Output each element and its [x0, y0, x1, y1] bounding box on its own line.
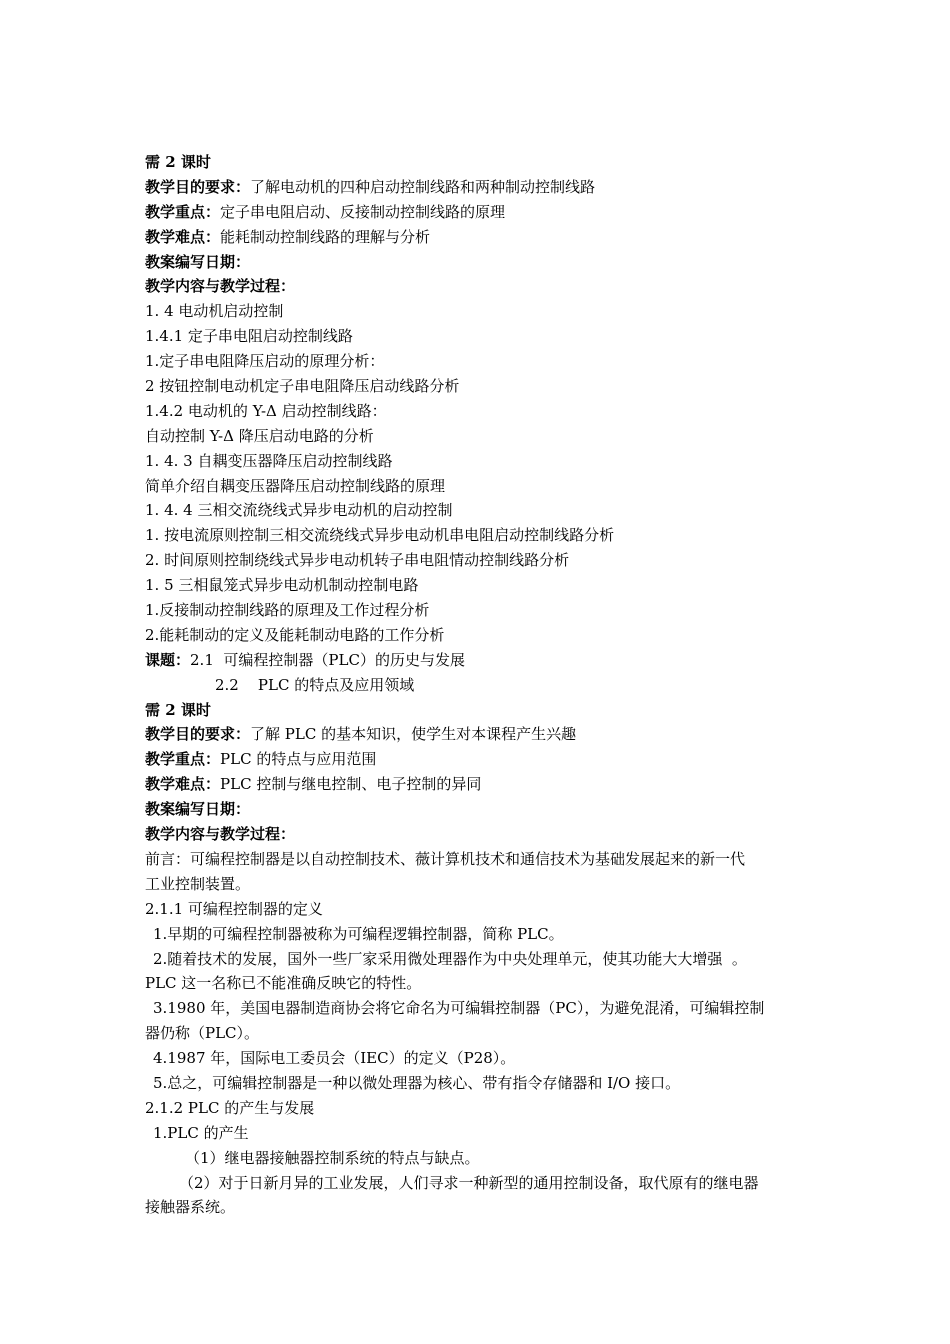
teaching-objective-text: 了解 PLC 的基本知识，使学生对本课程产生兴趣 [250, 725, 577, 744]
body-line: 4.1987 年，国际电工委员会（IEC）的定义（P28）。 [153, 1049, 516, 1068]
body-line: 器仍称（PLC）。 [145, 1024, 260, 1043]
body-line: 1. 按电流原则控制三相交流绕线式异步电动机串电阻启动控制线路分析 [145, 526, 615, 545]
topic-line [145, 648, 825, 673]
content-process-heading: 教学内容与教学过程： [145, 825, 296, 844]
key-points-text: PLC 的特点与应用范围 [220, 750, 377, 769]
body-line: 2.能耗制动的定义及能耗制动电路的工作分析 [145, 625, 445, 644]
preface-line: 前言：可编程控制器是以自动控制技术、薇计算机技术和通信技术为基础发展起来的新一代 [145, 849, 746, 868]
difficult-points-text: PLC 控制与继电控制、电子控制的异同 [220, 775, 482, 794]
difficult-points-label: 教学难点： [145, 775, 221, 794]
body-line: 2 按钮控制电动机定子串电阻降压启动线路分析 [145, 377, 460, 396]
preface-line: 工业控制装置。 [145, 874, 251, 893]
topic-label: 课题： [145, 650, 191, 669]
teaching-objective-text: 了解电动机的四种启动控制线路和两种制动控制线路 [250, 177, 596, 196]
body-line: 1.反接制动控制线路的原理及工作过程分析 [145, 601, 430, 620]
body-line: 3.1980 年，美国电器制造商协会将它命名为可编辑控制器（PC），为避免混淆，可编辑控制 [153, 999, 765, 1018]
document-body [145, 150, 825, 1220]
class-hours-line: 需 2 课时 [145, 700, 211, 719]
body-line: 1.PLC 的产生 [153, 1123, 249, 1142]
subsection-heading: 1. 4. 3 自耦变压器降压启动控制线路 [145, 451, 393, 470]
subsection-heading: 2.1.2 PLC 的产生与发展 [145, 1098, 315, 1117]
teaching-objective-label: 教学目的要求： [145, 177, 251, 196]
difficult-points-line [145, 225, 825, 250]
class-hours-line: 需 2 课时 [145, 153, 211, 171]
topic-line-2: 2.2 PLC 的特点及应用领域 [215, 675, 415, 694]
topic-text: 2.1 可编程控制器（PLC）的历史与发展 [190, 650, 465, 669]
body-line: 简单介绍自耦变压器降压启动控制线路的原理 [145, 476, 446, 495]
body-line: （1）继电器接触器控制系统的特点与缺点。 [185, 1148, 480, 1167]
key-points-text: 定子串电阻启动、反接制动控制线路的原理 [220, 202, 506, 221]
body-line: 接触器系统。 [145, 1198, 236, 1217]
section-heading: 1. 4 电动机启动控制 [145, 302, 284, 321]
section-heading: 1. 5 三相鼠笼式异步电动机制动控制电路 [145, 576, 419, 595]
body-line: 自动控制 Y-Δ 降压启动电路的分析 [145, 426, 374, 445]
key-points-label: 教学重点： [145, 202, 221, 221]
lesson-date-line: 教案编写日期： [145, 252, 251, 271]
body-line: （2）对于日新月异的工业发展，人们寻求一种新型的通用控制设备，取代原有的继电器 [179, 1173, 759, 1192]
content-process-heading: 教学内容与教学过程： [145, 277, 296, 296]
subsection-heading: 1.4.1 定子串电阻启动控制线路 [145, 327, 353, 346]
body-line: 2.随着技术的发展，国外一些厂家采用微处理器作为中央处理单元，使其功能大大增强 。 [153, 949, 747, 968]
body-line: 1.定子串电阻降压启动的原理分析： [145, 352, 385, 371]
teaching-objective-line [145, 722, 825, 747]
subsection-heading: 1. 4. 4 三相交流绕线式异步电动机的启动控制 [145, 501, 453, 520]
teaching-objective-label: 教学目的要求： [145, 725, 251, 744]
subsection-heading: 2.1.1 可编程控制器的定义 [145, 899, 323, 918]
body-line: 5.总之，可编辑控制器是一种以微处理器为核心、带有指令存储器和 I/O 接口。 [153, 1073, 681, 1092]
key-points-line [145, 200, 825, 225]
difficult-points-text: 能耗制动控制线路的理解与分析 [220, 227, 431, 246]
key-points-line [145, 747, 825, 772]
body-line: PLC 这一名称已不能准确反映它的特性。 [145, 974, 422, 993]
difficult-points-label: 教学难点： [145, 227, 221, 246]
subsection-heading: 1.4.2 电动机的 Y-Δ 启动控制线路： [145, 401, 387, 420]
lesson-date-line: 教案编写日期： [145, 800, 251, 819]
difficult-points-line [145, 772, 825, 797]
teaching-objective-line [145, 175, 825, 200]
key-points-label: 教学重点： [145, 750, 221, 769]
body-line: 2. 时间原则控制绕线式异步电动机转子串电阻情动控制线路分析 [145, 551, 570, 570]
body-line: 1.早期的可编程控制器被称为可编程逻辑控制器，简称 PLC。 [153, 924, 564, 943]
